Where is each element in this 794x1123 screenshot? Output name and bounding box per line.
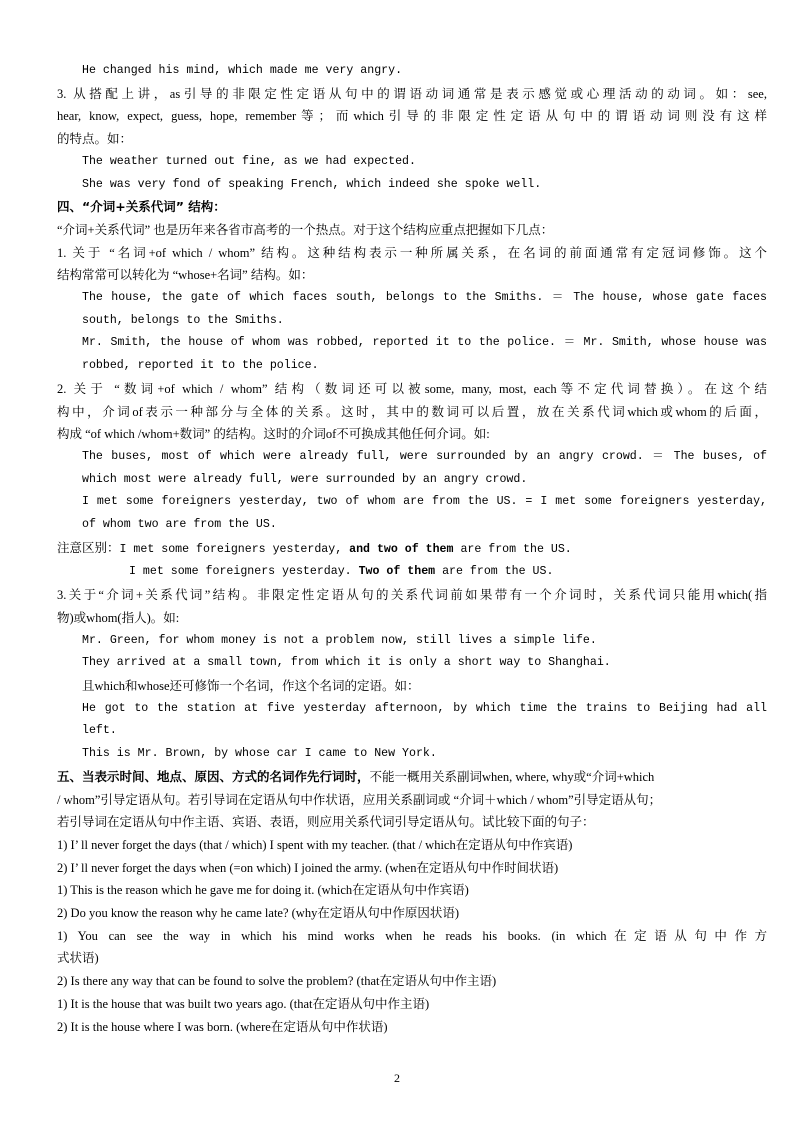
text-line (57, 537, 767, 562)
text-line: of whom two are from the US. (82, 518, 277, 532)
text-line: 物)或whom(指人)。如: (57, 610, 180, 625)
document-page (57, 60, 767, 1038)
section-heading: 四、“介词+关系代词” 结构： (57, 199, 226, 215)
text-line: which most were already full, were surrounded by an angry crowd. (82, 472, 528, 486)
text-line: I met some foreigners yesterday, two of whom are from the US. = I met some foreigners yesterday, (82, 495, 767, 509)
text-line: Mr. Green, for whom money is not a problem now, still lives a simple life. (82, 633, 597, 647)
text-line: This is Mr. Brown, by whose car I came to New York. (82, 747, 437, 761)
text-line: 2) Is there any way that can be found to solve the problem? (that在定语从句中作主语) (57, 974, 497, 989)
text-line: 2) I’ ll never forget the days when (=on which) I joined the army. (when在定语从句中作时间状语) (57, 860, 559, 875)
text-line: 1) It is the house that was built two years ago. (that在定语从句中作主语) (57, 996, 430, 1011)
text-segment: 不能一概用关系副词when, where, why或“介词+which (369, 769, 655, 784)
text-line: He changed his mind, which made me very angry. (82, 64, 403, 77)
note-label: 注意区别： (57, 540, 120, 555)
text-line: 构中，介词of表示一种部分与全体的关系。这时，其中的数词可以后置，放在关系代词which或whom的后面， (57, 404, 767, 419)
text-line: 若引导词在定语从句中作主语、宾语、表语，则应用关系代词引导定语从句。试比较下面的句子： (57, 815, 595, 830)
text-line: left. (82, 724, 117, 738)
text-line: Mr. Smith, the house of whom was robbed, reported it to the police. ＝ Mr. Smith, whose house was (82, 336, 767, 350)
text-line: 3.关于“介词+关系代词”结构。非限定性定语从句的关系代词前如果带有一个介词时，关系代词只能用which(指 (57, 588, 767, 603)
text-line: 的特点。如： (57, 132, 133, 147)
text-line: He got to the station at five yesterday afternoon, by which time the trains to Beijing had all (82, 701, 767, 715)
text-line: 2. 关于 “数词+of which / whom” 结构（数词还可以被some, many, most, each等不定代词替换）。在这个结 (57, 381, 767, 396)
text-line: south, belongs to the Smiths. (82, 313, 284, 327)
text-line: 结构常常可以转化为 “whose+名词” 结构。如： (57, 268, 314, 283)
text-line: hear, know, expect, guess, hope, remember等；而which引导的非限定性定语从句中的谓语动词则没有这样 (57, 109, 767, 124)
text-line: 1. 关于 “名词+of which / whom” 结构。这种结构表示一种所属关系，在名词的前面通常有定冠词修饰。这个 (57, 245, 767, 260)
text-line: The buses, most of which were already full, were surrounded by an angry crowd. ＝ The buses, of (82, 449, 767, 463)
text-segment: I met some foreigners yesterday, (119, 542, 350, 556)
text-line: The weather turned out fine, as we had expected. (82, 154, 416, 168)
text-line: / whom”引导定语从句。若引导词在定语从句中作状语，应用关系副词或 “介词＋which / whom”引导定语从句； (57, 792, 662, 807)
text-line: 构成 “of which /whom+数词” 的结构。这时的介词of不可换成其他任何介词。如: (57, 427, 490, 442)
text-line: “介词+关系代词” 也是历年来各省市高考的一个热点。对于这个结构应重点把握如下几点： (57, 222, 554, 237)
text-line: 1) You can see the way in which his mind works when he reads his books. (in which在定语从句中作方 (57, 928, 767, 943)
text-line: 1) This is the reason which he gave me for doing it. (which在定语从句中作宾语) (57, 883, 469, 898)
text-line: She was very fond of speaking French, which indeed she spoke well. (82, 177, 542, 191)
text-line: 2) It is the house where I was born. (where在定语从句中作状语) (57, 1019, 388, 1034)
text-line: 3. 从搭配上讲，as引导的非限定性定语从句中的谓语动词通常是表示感觉或心理活动的动词。如：see, (57, 86, 767, 101)
text-line (57, 561, 767, 584)
page-number: 2 (394, 1071, 400, 1085)
text-line: 2) Do you know the reason why he came late? (why在定语从句中作原因状语) (57, 906, 459, 921)
text-line: They arrived at a small town, from which it is only a short way to Shanghai. (82, 656, 611, 670)
text-line: robbed, reported it to the police. (82, 359, 319, 373)
text-line: 1) I’ ll never forget the days (that / which) I spent with my teacher. (that / which在定语从句中作宾语) (57, 837, 573, 852)
section-heading: 五、当表示时间、地点、原因、方式的名词作先行词时， (57, 768, 370, 784)
text-line (57, 766, 767, 789)
text-segment: are from the US. (435, 565, 554, 579)
text-line: The house, the gate of which faces south, belongs to the Smiths. ＝ The house, whose gate faces (82, 291, 767, 305)
bold-phrase: Two of them (358, 565, 436, 579)
text-segment: I met some foreigners yesterday. (129, 565, 359, 579)
text-segment: are from the US. (453, 542, 572, 556)
text-line: 式状语) (57, 951, 99, 966)
text-line: 且which和whose还可修饰一个名词，作这个名词的定语。如： (82, 678, 420, 693)
bold-phrase: and two of them (349, 542, 454, 556)
